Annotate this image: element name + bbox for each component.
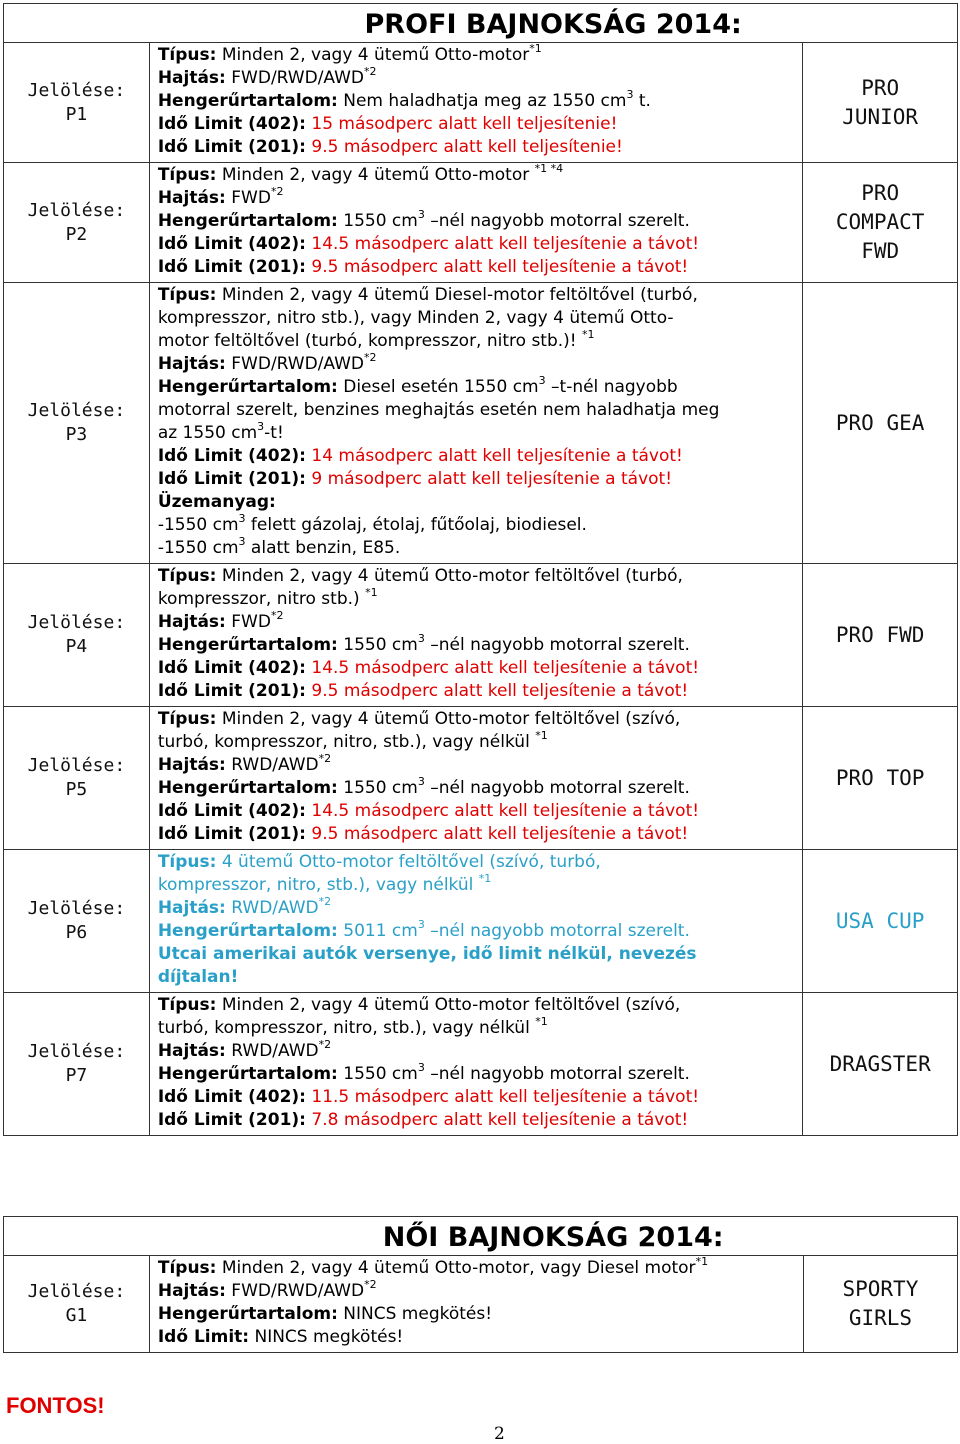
rule-text: 14.5 másodperc alatt kell teljesítenie a távot! bbox=[305, 658, 700, 678]
category-name: JUNIOR bbox=[842, 104, 919, 129]
rule-text: 14.5 másodperc alatt kell teljesítenie a távot! bbox=[305, 801, 700, 821]
category-name: COMPACT bbox=[835, 210, 925, 234]
rule-key: Idő Limit (402): bbox=[157, 446, 306, 466]
rule-key: Idő Limit: bbox=[157, 1327, 250, 1347]
rule-text: 4 ütemű Otto-motor feltöltővel (szívó, turbó, bbox=[216, 852, 601, 872]
rule-key: Hengerűrtartalom: bbox=[157, 778, 338, 798]
category-rules-cell bbox=[149, 43, 803, 163]
rule-text: motorral szerelt, benzines meghajtás esetén nem haladhatja meg bbox=[157, 400, 720, 420]
footnote-marker: 3 bbox=[257, 420, 265, 434]
rule-line bbox=[158, 445, 797, 468]
footnote-marker: *2 bbox=[270, 609, 284, 623]
footnote-marker: 3 bbox=[417, 1061, 425, 1075]
rule-text: 9.5 másodperc alatt kell teljesítenie! bbox=[305, 137, 623, 157]
rule-line bbox=[158, 491, 797, 514]
profi-title: PROFI BAJNOKSÁG 2014: bbox=[149, 4, 957, 43]
rule-line bbox=[158, 1109, 797, 1132]
rule-line bbox=[158, 657, 797, 680]
rule-line bbox=[158, 256, 797, 279]
category-label-cell bbox=[4, 564, 150, 707]
rule-text: 11.5 másodperc alatt kell teljesítenie a távot! bbox=[305, 1087, 700, 1107]
rule-key: Hajtás: bbox=[157, 755, 226, 775]
rule-line bbox=[158, 1257, 797, 1280]
category-row bbox=[4, 283, 958, 564]
footnote-marker: *1 bbox=[535, 1015, 548, 1029]
rule-line bbox=[158, 966, 797, 989]
footnote-marker: 3 bbox=[626, 88, 634, 102]
rule-text: FWD/RWD/AWD bbox=[225, 354, 365, 374]
rule-line bbox=[158, 874, 797, 897]
rule-text: Minden 2, vagy 4 ütemű Diesel-motor feltöltővel (turbó, bbox=[216, 285, 698, 305]
rule-text: alatt benzin, E85. bbox=[245, 538, 401, 558]
category-rules-cell bbox=[149, 850, 803, 993]
rule-key: Típus: bbox=[157, 852, 217, 872]
rule-line bbox=[158, 994, 797, 1017]
category-rules-cell bbox=[149, 163, 803, 283]
category-row bbox=[4, 993, 958, 1136]
rule-key: Hajtás: bbox=[157, 612, 226, 632]
women-championship-table bbox=[3, 1216, 958, 1353]
rule-line bbox=[158, 634, 797, 657]
rule-text: FWD/RWD/AWD bbox=[225, 1281, 365, 1301]
category-name-cell bbox=[803, 283, 958, 564]
rule-key: Hengerűrtartalom: bbox=[157, 921, 338, 941]
rule-text: –nél nagyobb motorral szerelt. bbox=[424, 921, 690, 941]
rule-key: díjtalan! bbox=[157, 967, 239, 987]
category-code: P3 bbox=[65, 424, 88, 445]
rule-line bbox=[158, 611, 797, 634]
rule-text: 9 másodperc alatt kell teljesítenie a távot! bbox=[305, 469, 673, 489]
footnote-marker: *2 bbox=[318, 752, 332, 766]
category-code: G1 bbox=[65, 1305, 88, 1326]
rule-text: 5011 cm bbox=[337, 921, 418, 941]
rule-text: –nél nagyobb motorral szerelt. bbox=[424, 635, 690, 655]
footnote-marker: *1 bbox=[582, 328, 595, 342]
rule-text: 1550 cm bbox=[337, 778, 418, 798]
page-number: 2 bbox=[494, 1424, 505, 1444]
category-name-cell bbox=[803, 564, 958, 707]
profi-title-row bbox=[4, 4, 958, 43]
rule-text: 14 másodperc alatt kell teljesítenie a távot! bbox=[305, 446, 683, 466]
rule-line bbox=[158, 1326, 797, 1349]
category-name: PRO TOP bbox=[835, 765, 925, 790]
rule-key: Típus: bbox=[157, 1258, 217, 1278]
rule-key: Idő Limit (402): bbox=[157, 114, 306, 134]
rule-key: Hengerűrtartalom: bbox=[157, 635, 338, 655]
rule-key: Hengerűrtartalom: bbox=[157, 91, 338, 111]
rule-line bbox=[158, 943, 797, 966]
category-code: P1 bbox=[65, 103, 88, 125]
rule-line bbox=[158, 1017, 797, 1040]
label-prefix: Jelölése: bbox=[27, 1281, 126, 1302]
rule-key: Idő Limit (402): bbox=[157, 234, 306, 254]
category-rules-cell bbox=[149, 993, 803, 1136]
rule-key: Idő Limit (201): bbox=[157, 137, 306, 157]
rule-key: Típus: bbox=[157, 995, 217, 1015]
rule-line bbox=[158, 731, 797, 754]
rule-text: RWD/AWD bbox=[225, 755, 319, 775]
category-label-cell bbox=[4, 707, 150, 850]
rule-key: Hajtás: bbox=[157, 898, 226, 918]
category-label-cell bbox=[4, 1256, 150, 1353]
category-name-cell bbox=[803, 993, 958, 1136]
category-rules-cell bbox=[149, 564, 803, 707]
rule-line bbox=[158, 1063, 797, 1086]
rule-text: 9.5 másodperc alatt kell teljesítenie a távot! bbox=[305, 824, 689, 844]
rule-key: Idő Limit (201): bbox=[157, 1110, 306, 1130]
rule-key: Hajtás: bbox=[157, 68, 226, 88]
rule-line bbox=[158, 353, 797, 376]
rule-line bbox=[158, 514, 797, 537]
rule-key: Típus: bbox=[157, 45, 217, 65]
rule-text: Minden 2, vagy 4 ütemű Otto-motor bbox=[216, 45, 530, 65]
rule-text: NINCS megkötés! bbox=[249, 1327, 404, 1347]
footnote-marker: 3 bbox=[238, 512, 246, 526]
rule-text: –nél nagyobb motorral szerelt. bbox=[424, 1064, 690, 1084]
rule-key: Típus: bbox=[157, 709, 217, 729]
category-row bbox=[4, 564, 958, 707]
rule-text: kompresszor, nitro, stb.), vagy nélkül bbox=[157, 875, 479, 895]
important-note: FONTOS! bbox=[6, 1393, 105, 1418]
rule-line bbox=[158, 588, 797, 611]
rule-key: Hengerűrtartalom: bbox=[157, 211, 338, 231]
category-name: USA CUP bbox=[835, 908, 925, 933]
footnote-marker: *1 bbox=[478, 872, 492, 886]
rule-line bbox=[158, 708, 797, 731]
rule-key: Típus: bbox=[157, 566, 217, 586]
rule-line bbox=[158, 330, 797, 353]
rule-key: Hengerűrtartalom: bbox=[157, 1064, 338, 1084]
rule-key: Idő Limit (201): bbox=[157, 469, 306, 489]
rule-key: Idő Limit (201): bbox=[157, 681, 306, 701]
category-row bbox=[4, 43, 958, 163]
rule-text: RWD/AWD bbox=[225, 898, 319, 918]
rule-line bbox=[158, 44, 797, 67]
rule-text: –nél nagyobb motorral szerelt. bbox=[424, 211, 690, 231]
rule-line bbox=[158, 399, 797, 422]
footnote-marker: *2 bbox=[270, 185, 284, 199]
rule-key: Idő Limit (402): bbox=[157, 658, 306, 678]
category-name: PRO bbox=[861, 75, 900, 100]
label-prefix: Jelölése: bbox=[27, 199, 126, 221]
category-row bbox=[4, 163, 958, 283]
footnote-marker: *1 *4 bbox=[534, 162, 564, 176]
label-prefix: Jelölése: bbox=[27, 612, 126, 633]
rule-line bbox=[158, 113, 797, 136]
rule-line bbox=[158, 851, 797, 874]
rule-text: FWD bbox=[225, 612, 271, 632]
category-name-cell bbox=[803, 1256, 957, 1353]
category-label-cell bbox=[4, 43, 150, 163]
category-code: P7 bbox=[65, 1065, 88, 1086]
rule-line bbox=[158, 537, 797, 560]
label-prefix: Jelölése: bbox=[27, 1041, 126, 1062]
category-rules-cell bbox=[149, 1256, 803, 1353]
rule-text: 1550 cm bbox=[337, 635, 418, 655]
rule-text: kompresszor, nitro stb.) bbox=[157, 589, 366, 609]
category-name: PRO GEA bbox=[835, 410, 925, 435]
rule-text: RWD/AWD bbox=[225, 1041, 319, 1061]
label-prefix: Jelölése: bbox=[27, 898, 126, 919]
rule-text: turbó, kompresszor, nitro, stb.), vagy nélkül bbox=[157, 732, 536, 752]
rule-text: Minden 2, vagy 4 ütemű Otto-motor bbox=[216, 165, 535, 185]
footnote-marker: 3 bbox=[417, 918, 425, 932]
category-code: P4 bbox=[65, 636, 88, 657]
rule-line bbox=[158, 1303, 797, 1326]
category-row bbox=[4, 1256, 958, 1353]
rule-line bbox=[158, 67, 797, 90]
category-label-cell bbox=[4, 283, 150, 564]
footnote-marker: *1 bbox=[365, 586, 378, 600]
footnote-marker: *2 bbox=[364, 65, 377, 79]
category-label-cell bbox=[4, 850, 150, 993]
profi-championship-table bbox=[3, 3, 958, 1136]
footnote-marker: *1 bbox=[695, 1255, 709, 1269]
rule-key: Idő Limit (402): bbox=[157, 801, 306, 821]
rule-text: –nél nagyobb motorral szerelt. bbox=[424, 778, 690, 798]
rule-line bbox=[158, 187, 797, 210]
rule-text: 15 másodperc alatt kell teljesítenie! bbox=[305, 114, 618, 134]
rule-key: Hajtás: bbox=[157, 354, 226, 374]
rule-line bbox=[158, 307, 797, 330]
rule-line bbox=[158, 823, 797, 846]
rule-text: 7.8 másodperc alatt kell teljesítenie a távot! bbox=[305, 1110, 689, 1130]
rule-line bbox=[158, 422, 797, 445]
category-name-cell bbox=[803, 850, 958, 993]
rule-text: turbó, kompresszor, nitro, stb.), vagy nélkül bbox=[157, 1018, 536, 1038]
rule-key: Hajtás: bbox=[157, 1041, 226, 1061]
rule-text: FWD/RWD/AWD bbox=[225, 68, 365, 88]
category-name: PRO FWD bbox=[835, 622, 925, 647]
rule-text: t. bbox=[633, 91, 651, 111]
rule-line bbox=[158, 754, 797, 777]
rule-line bbox=[158, 164, 797, 187]
footnote-marker: *2 bbox=[318, 1038, 332, 1052]
footnote-marker: 3 bbox=[417, 775, 425, 789]
women-title: NŐI BAJNOKSÁG 2014: bbox=[149, 1217, 957, 1256]
category-row bbox=[4, 707, 958, 850]
rule-key: Idő Limit (201): bbox=[157, 824, 306, 844]
category-name-cell bbox=[803, 43, 958, 163]
label-prefix: Jelölése: bbox=[27, 755, 126, 776]
rule-text: NINCS megkötés! bbox=[337, 1304, 493, 1324]
category-name-cell bbox=[803, 707, 958, 850]
rule-line bbox=[158, 1280, 797, 1303]
rule-text: 14.5 másodperc alatt kell teljesítenie a távot! bbox=[305, 234, 700, 254]
footnote-marker: *1 bbox=[529, 42, 542, 56]
footnote-marker: 3 bbox=[417, 208, 425, 222]
rule-line bbox=[158, 90, 797, 113]
rule-line bbox=[158, 565, 797, 588]
category-code: P2 bbox=[65, 223, 88, 245]
rule-text: kompresszor, nitro stb.), vagy Minden 2, vagy 4 ütemű Otto- bbox=[157, 308, 674, 328]
rule-key: Hajtás: bbox=[157, 188, 226, 208]
rule-text: -1550 cm bbox=[157, 538, 239, 558]
rule-text: Minden 2, vagy 4 ütemű Otto-motor feltöltővel (turbó, bbox=[216, 566, 683, 586]
category-label-cell bbox=[4, 993, 150, 1136]
footnote-marker: 3 bbox=[417, 632, 425, 646]
rule-line bbox=[158, 800, 797, 823]
rule-key: Idő Limit (201): bbox=[157, 257, 306, 277]
rule-line bbox=[158, 1086, 797, 1109]
rule-text: felett gázolaj, étolaj, fűtőolaj, biodiesel. bbox=[245, 515, 587, 535]
rule-line bbox=[158, 1040, 797, 1063]
category-name: FWD bbox=[861, 239, 900, 263]
rule-text: Minden 2, vagy 4 ütemű Otto-motor, vagy Diesel motor bbox=[216, 1258, 696, 1278]
rule-line bbox=[158, 376, 797, 399]
rule-text: Minden 2, vagy 4 ütemű Otto-motor feltöltővel (szívó, bbox=[216, 709, 681, 729]
rule-key: Hajtás: bbox=[157, 1281, 226, 1301]
category-name: GIRLS bbox=[848, 1306, 913, 1330]
women-title-row bbox=[4, 1217, 958, 1256]
rule-line bbox=[158, 136, 797, 159]
category-label-cell bbox=[4, 163, 150, 283]
category-name-cell bbox=[803, 163, 958, 283]
rule-text: 9.5 másodperc alatt kell teljesítenie a távot! bbox=[305, 257, 689, 277]
rule-line bbox=[158, 233, 797, 256]
footnote-marker: *2 bbox=[318, 895, 332, 909]
rule-line bbox=[158, 920, 797, 943]
rule-text: –t-nél nagyobb bbox=[545, 377, 678, 397]
category-code: P5 bbox=[65, 779, 88, 800]
rule-key: Típus: bbox=[157, 165, 217, 185]
rule-line bbox=[158, 468, 797, 491]
rule-line bbox=[158, 680, 797, 703]
rule-text: FWD bbox=[225, 188, 271, 208]
rule-key: Utcai amerikai autók versenye, idő limit nélkül, nevezés bbox=[157, 944, 697, 964]
rule-key: Idő Limit (402): bbox=[157, 1087, 306, 1107]
rule-line bbox=[158, 284, 797, 307]
footnote-marker: *1 bbox=[535, 729, 548, 743]
category-name: SPORTY bbox=[842, 1277, 919, 1301]
footnote-marker: *2 bbox=[364, 351, 377, 365]
category-rules-cell bbox=[149, 707, 803, 850]
rule-text: az 1550 cm bbox=[157, 423, 258, 443]
rule-key: Hengerűrtartalom: bbox=[157, 377, 338, 397]
rule-text: 1550 cm bbox=[337, 211, 418, 231]
rule-line bbox=[158, 210, 797, 233]
rule-line bbox=[158, 777, 797, 800]
footnote-marker: 3 bbox=[238, 535, 246, 549]
rule-text: 1550 cm bbox=[337, 1064, 418, 1084]
footnote-marker: *2 bbox=[364, 1278, 377, 1292]
rule-text: Nem haladhatja meg az 1550 cm bbox=[337, 91, 627, 111]
rule-text: Minden 2, vagy 4 ütemű Otto-motor feltöltővel (szívó, bbox=[216, 995, 681, 1015]
rule-key: Típus: bbox=[157, 285, 217, 305]
category-code: P6 bbox=[65, 922, 88, 943]
category-name: DRAGSTER bbox=[829, 1051, 931, 1076]
rule-line bbox=[158, 897, 797, 920]
rule-text: -1550 cm bbox=[157, 515, 239, 535]
rule-text: -t! bbox=[264, 423, 284, 443]
rule-text: Diesel esetén 1550 cm bbox=[337, 377, 539, 397]
rule-key: Üzemanyag: bbox=[157, 492, 276, 512]
label-prefix: Jelölése: bbox=[27, 400, 126, 421]
rule-text: 9.5 másodperc alatt kell teljesítenie a távot! bbox=[305, 681, 689, 701]
label-prefix: Jelölése: bbox=[27, 79, 126, 101]
rule-key: Hengerűrtartalom: bbox=[157, 1304, 338, 1324]
category-row bbox=[4, 850, 958, 993]
rule-text: motor feltöltővel (turbó, kompresszor, nitro stb.)! bbox=[157, 331, 583, 351]
footnote-marker: 3 bbox=[538, 374, 546, 388]
category-rules-cell bbox=[149, 283, 803, 564]
category-name: PRO bbox=[861, 181, 900, 205]
